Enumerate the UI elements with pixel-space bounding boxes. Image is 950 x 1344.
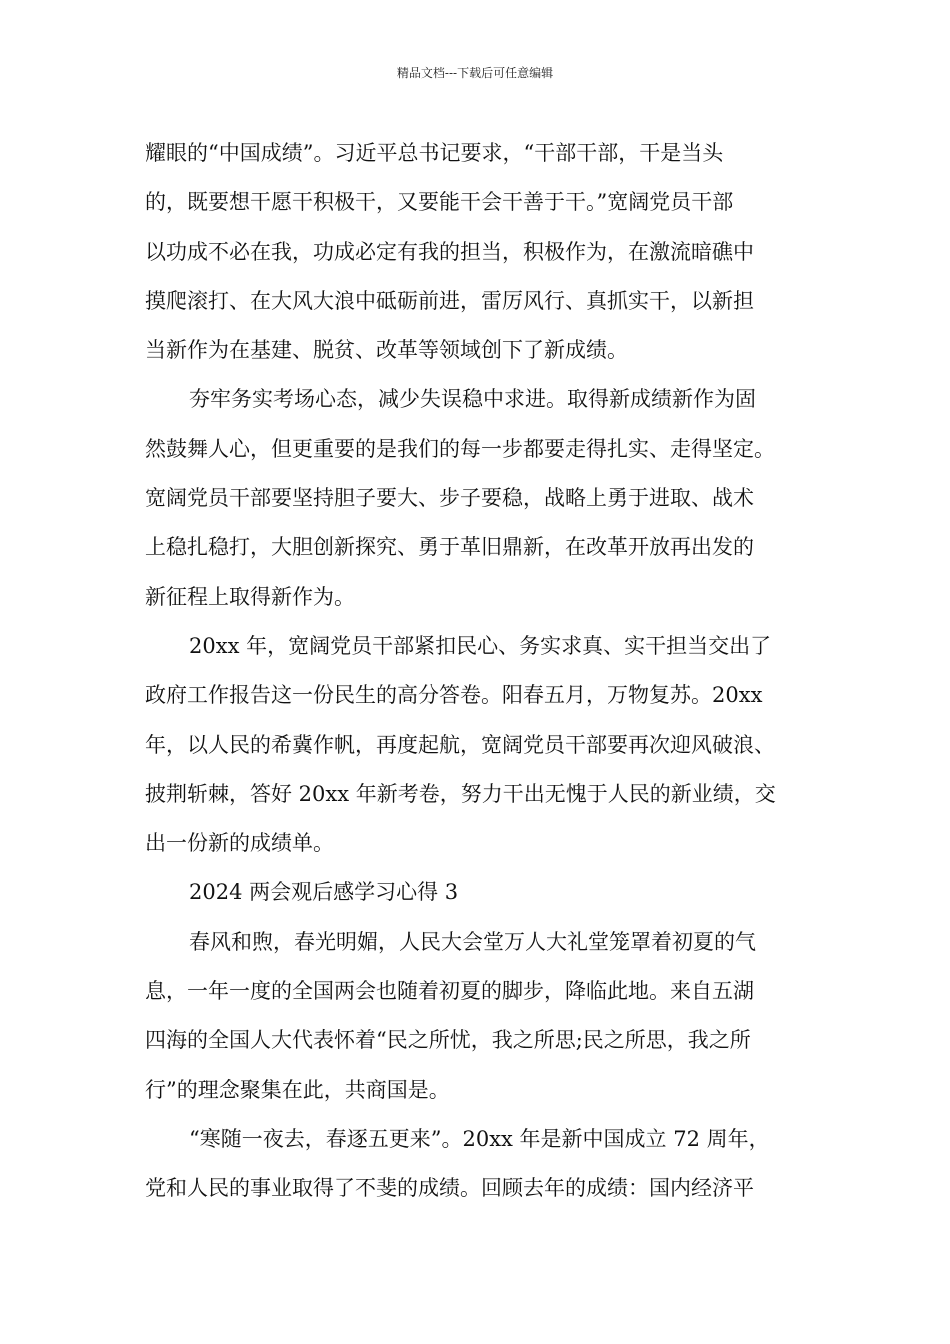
text-line: 年，以人民的希冀作帆，再度起航，宽阔党员干部要再次迎风破浪、 bbox=[145, 732, 775, 757]
text-line: 四海的全国人大代表怀着“民之所忧，我之所思;民之所思，我之所 bbox=[145, 1028, 751, 1053]
text-line: 夯牢务实考场心态，减少失误稳中求进。取得新成绩新作为固 bbox=[189, 387, 756, 412]
text-line: 披荆斩棘，答好 20xx 年新考卷，努力干出无愧于人民的新业绩，交 bbox=[145, 781, 776, 806]
text-line: 摸爬滚打、在大风大浪中砥砺前进，雷厉风行、真抓实干，以新担 bbox=[145, 288, 754, 313]
text-line: 当新作为在基建、脱贫、改革等领域创下了新成绩。 bbox=[145, 338, 628, 363]
text-line: 息，一年一度的全国两会也随着初夏的脚步，降临此地。来自五湖 bbox=[145, 979, 754, 1004]
text-line: 的，既要想干愿干积极干，又要能干会干善于干。”宽阔党员干部 bbox=[145, 190, 734, 215]
text-line: 上稳扎稳打，大胆创新探究、勇于革旧鼎新，在改革开放再出发的 bbox=[145, 535, 754, 560]
text-line: 以功成不必在我，功成必定有我的担当，积极作为，在激流暗礁中 bbox=[145, 239, 754, 264]
page-header: 精品文档---下载后可任意编辑 bbox=[396, 66, 554, 80]
document-body bbox=[145, 129, 810, 1214]
text-line: 20xx 年，宽阔党员干部紧扣民心、务实求真、实干担当交出了 bbox=[189, 633, 772, 658]
text-line: “寒随一夜去，春逐五更来”。20xx 年是新中国成立 72 周年， bbox=[189, 1126, 770, 1151]
text-line: 行”的理念聚集在此，共商国是。 bbox=[145, 1077, 450, 1102]
text-line: 耀眼的“中国成绩”。习近平总书记要求，“干部干部，干是当头 bbox=[145, 141, 724, 165]
text-line: 新征程上取得新作为。 bbox=[145, 584, 355, 609]
text-line: 春风和煦，春光明媚，人民大会堂万人大礼堂笼罩着初夏的气 bbox=[189, 929, 756, 954]
text-line: 2024 两会观后感学习心得 3 bbox=[189, 880, 459, 905]
text-line: 政府工作报告这一份民生的高分答卷。阳春五月，万物复苏。20xx bbox=[145, 683, 763, 708]
text-line: 宽阔党员干部要坚持胆子要大、步子要稳，战略上勇于进取、战术 bbox=[145, 486, 754, 511]
text-line: 出一份新的成绩单。 bbox=[145, 831, 334, 856]
text-line: 党和人民的事业取得了不斐的成绩。回顾去年的成绩：国内经济平 bbox=[145, 1176, 754, 1201]
text-line: 然鼓舞人心，但更重要的是我们的每一步都要走得扎实、走得坚定。 bbox=[145, 436, 775, 461]
